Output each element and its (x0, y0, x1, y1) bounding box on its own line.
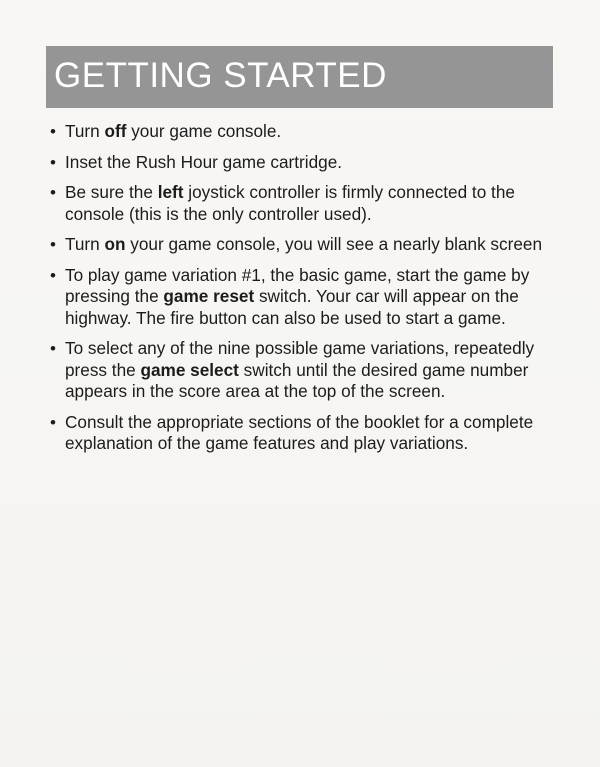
bullet-dot-icon: • (50, 339, 56, 358)
instruction-item (48, 265, 558, 330)
instruction-text-segment: Consult the appropriate sections of the booklet for a complete explanation of the game features and play variations. (65, 411, 534, 453)
instruction-text-segment: switch. Your car will appear on the highway. The fire button can also be used to start a game. (65, 286, 519, 328)
instruction-text-segment: Inset the Rush Hour game cartridge. (65, 151, 343, 172)
instruction-item (48, 338, 558, 403)
instruction-text (65, 234, 542, 254)
bullet-dot-icon: • (50, 122, 56, 141)
instruction-item (48, 182, 558, 225)
instruction-list (48, 121, 558, 464)
emphasized-term: game reset (163, 286, 255, 306)
bullet-dot-icon: • (50, 412, 56, 432)
emphasized-term: off (104, 121, 127, 141)
instruction-text-segment: joystick controller is firmly connected to the console (this is the only controller used). (65, 182, 515, 224)
instruction-text (65, 182, 515, 224)
instruction-text-segment: Turn (65, 121, 105, 141)
instruction-item (48, 121, 558, 143)
emphasized-term: game select (140, 359, 239, 380)
instruction-text-segment: To play game variation #1, the basic game, start the game by pressing the (65, 264, 530, 306)
instruction-item (48, 152, 558, 174)
bullet-dot-icon: • (50, 183, 56, 202)
instruction-text (65, 412, 533, 454)
instruction-text (65, 152, 342, 172)
instruction-text-segment: switch until the desired game number appears in the score area at the top of the screen. (65, 359, 529, 401)
emphasized-term: left (157, 182, 184, 202)
instruction-text-segment: To select any of the nine possible game variations, repeatedly press the (65, 338, 535, 380)
bullet-dot-icon: • (50, 235, 56, 254)
emphasized-term: on (104, 234, 126, 254)
bullet-dot-icon: • (50, 152, 56, 172)
bullet-dot-icon: • (50, 265, 56, 285)
section-title: GETTING STARTED (54, 56, 387, 95)
instruction-text (65, 265, 529, 328)
instruction-item (48, 412, 558, 455)
instruction-text (65, 338, 534, 401)
instruction-text-segment: Turn (65, 234, 105, 254)
instruction-text-segment: your game console, you will see a nearly blank screen (125, 234, 543, 254)
instruction-text-segment: Be sure the (65, 182, 158, 202)
section-header-bar (46, 46, 553, 108)
instruction-text (65, 121, 281, 141)
instruction-text-segment: your game console. (126, 121, 282, 141)
instruction-item (48, 234, 558, 256)
